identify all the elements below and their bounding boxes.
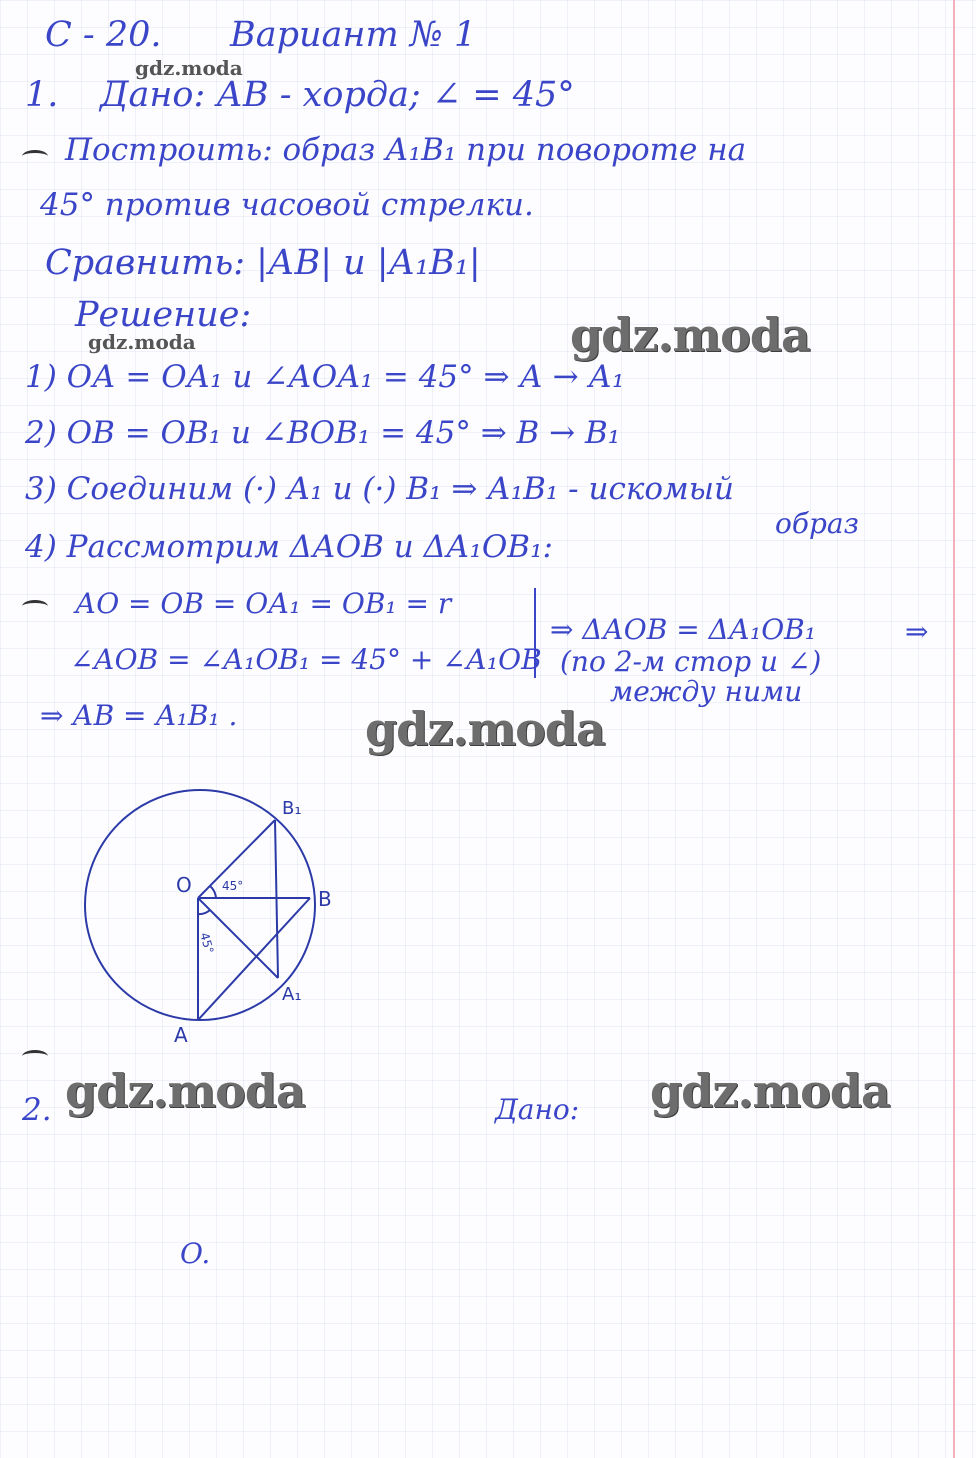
punch-hole-mark [22, 600, 48, 613]
construct-line: 45° против часовой стрелки. [40, 187, 534, 223]
solution-step-tail: образ [775, 507, 859, 540]
watermark: gdz.moda [650, 1064, 890, 1118]
compare-line: Сравнить: |АВ| и |А₁В₁| [45, 243, 481, 283]
congruence-result: ⇒ ΔАОВ = ΔА₁ОВ₁ [550, 613, 816, 646]
label-B1: B₁ [282, 798, 302, 819]
label-A1: A₁ [282, 984, 302, 1005]
solution-heading: Решение: [75, 295, 252, 335]
punch-hole-mark [22, 150, 48, 163]
problem-number: 1. [25, 75, 59, 115]
margin-line [953, 0, 955, 1458]
label-A: A [174, 1023, 188, 1047]
watermark: gdz.moda [65, 1064, 305, 1118]
congruence-arrow: ⇒ [905, 615, 929, 648]
given-line: Дано: АВ - хорда; ∠ = 45° [100, 75, 575, 115]
solution-step: 4) Рассмотрим ΔАОВ и ΔА₁ОВ₁: [25, 529, 553, 565]
equal-sides: АО = ОВ = ОА₁ = ОВ₁ = r [75, 587, 452, 620]
angle-arc-top [210, 886, 216, 898]
point-label: O. [180, 1237, 211, 1270]
conclusion-line: ⇒ АВ = А₁В₁ . [40, 699, 238, 732]
angle-arc-bottom [198, 910, 210, 914]
angle-label-bottom: 45° [197, 930, 217, 956]
work-code: С - 20. [45, 15, 162, 55]
angle-label-top: 45° [222, 879, 244, 893]
punch-hole-mark [22, 1050, 48, 1063]
watermark: gdz.moda [88, 330, 196, 354]
circle [85, 790, 315, 1020]
watermark: gdz.moda [570, 308, 810, 362]
solution-step: 1) ОА = ОА₁ и ∠АОА₁ = 45° ⇒ А → А₁ [25, 359, 625, 395]
solution-step: 3) Соединим (·) А₁ и (·) В₁ ⇒ А₁В₁ - искомый [25, 471, 734, 507]
label-B: B [318, 887, 332, 911]
system-bracket [530, 588, 540, 678]
label-O: O [176, 873, 192, 897]
watermark: gdz.moda [135, 56, 243, 80]
construct-line: Построить: образ А₁В₁ при повороте на [65, 132, 747, 168]
solution-step: 2) ОВ = ОВ₁ и ∠ВОВ₁ = 45° ⇒ В → В₁ [25, 415, 621, 451]
equal-angles: ∠АОВ = ∠А₁ОВ₁ = 45° + ∠А₁ОВ [70, 643, 542, 676]
congruence-reason: (по 2-м стор и ∠) [560, 645, 822, 678]
given-line: Дано: [495, 1093, 580, 1126]
variant-title: Вариант № 1 [230, 15, 477, 55]
congruence-reason: между ними [610, 675, 803, 708]
problem-number: 2. [22, 1092, 52, 1128]
watermark: gdz.moda [365, 702, 605, 756]
rotation-diagram [70, 780, 370, 1060]
